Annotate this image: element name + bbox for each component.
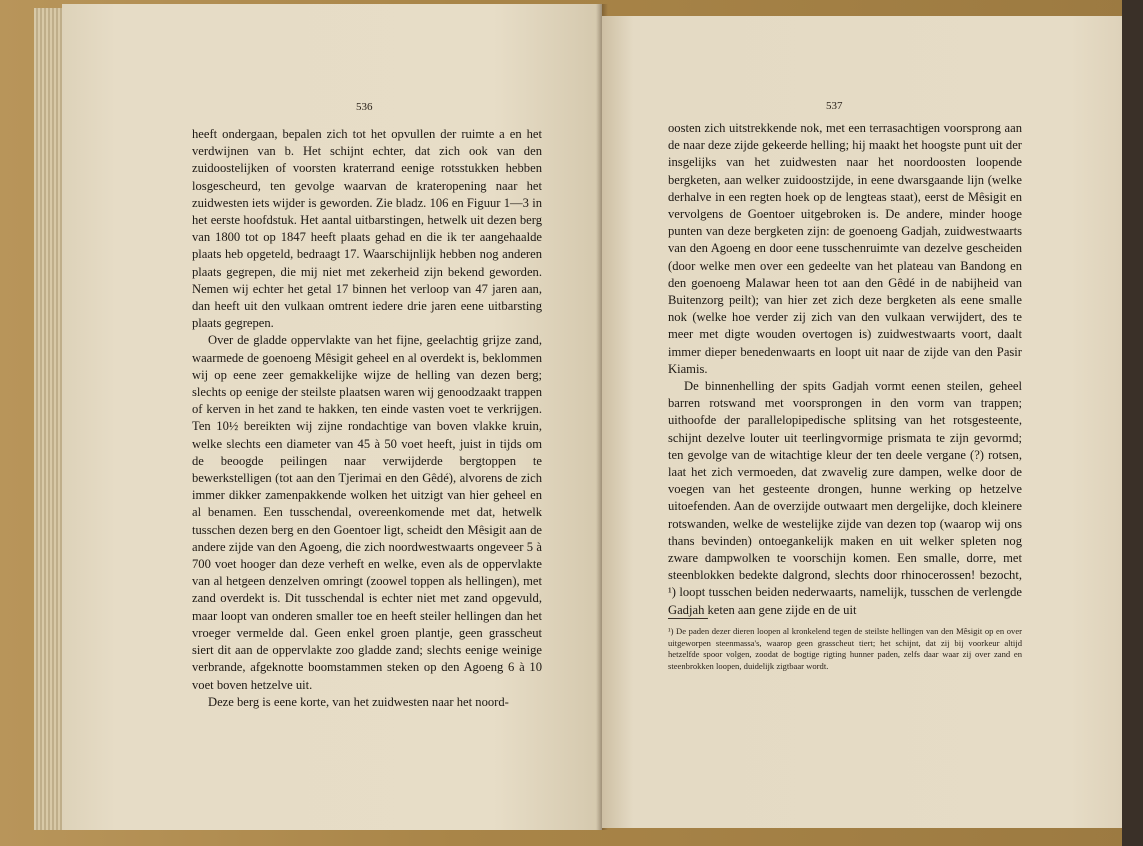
- paragraph: oosten zich uitstrekkende nok, met een terrasachtigen voorsprong aan de naar deze zijde gekeerde helling; hij maakt het hoogste punt uit der insgelijks van het zuidwesten naar het noordoosten loopende bergketen, aan welker zuidoostzijde, in eene dwarsgaande lijn (welke derhalve in een regten hoek op de lengteas staat), eerst de Mêsigit en vervolgens de Goentoer uitgebroken is. De andere, minder hooge punten van deze bergketen zijn: de goenoeng Gadjah, zuidwestwaarts van den Agoeng en door eene tusschenruimte van dezelve gescheiden (door welke men over een gedeelte van het plateau van Bandong en den goenoeng Malawar heen tot aan den Gêdé in de nabijheid van Buitenzorg peilt); van hier zet zich deze bergketen als eene smalle nok (welke hoe verder zij zich van den vulkaan verwijdert, des te meer met digte wouden overtogen is) zuidwestwaarts voort, daalt immer dieper benedenwaarts en loopt uit naar de zijde van den Pasir Kiamis.: [668, 121, 1022, 376]
- book-cover-edge: [1122, 0, 1143, 846]
- left-page-text: [192, 126, 542, 711]
- paragraph: heeft ondergaan, bepalen zich tot het opvullen der ruimte a en het verdwijnen van b. Het schijnt echter, dat zich ook van den zuidoostelijken of voorsten kraterrand eenige rotsstukken hebben losgescheurd, ten gevolge waarvan de krateropening naar het zuidwesten iets wijder is geworden. Zie bladz. 106 en Figuur 1—3 in het eerste hoofdstuk. Het aantal uitbarstingen, hetwelk uit dezen berg van 1800 tot op 1847 heeft plaats gehad en die ik ter aangehaalde plaats heb opgeteld, bedraagt 17. Waarschijnlijk hebben nog anderen plaats gegrepen, die mij niet met zekerheid zijn bekend geworden. Nemen wij echter het getal 17 binnen het verloop van 47 jaren aan, dan heeft uit den vulkaan omtrent iedere drie jaren eene uitbarsting plaats gegrepen.: [192, 127, 542, 331]
- footnote: ¹) De paden dezer dieren loopen al kronkelend tegen de steilste hellingen van den Mêsigit op en over uitgeworpen steenmassa's, waarop geen grasscheut tiert; het schijnt, dat zij bij voorkeur altijd hetzelfde spoor volgen, zoodat de bogtige rigting hunner paden, zelfs daar waar zij over zand en steenbrokken loopen, duidelijk zigtbaar wordt.: [668, 626, 1022, 671]
- paragraph: Deze berg is eene korte, van het zuidwesten naar het noord-: [208, 694, 509, 709]
- paragraph: Over de gladde oppervlakte van het fijne, geelachtig grijze zand, waarmede de goenoeng Mêsigit geheel en al overdekt is, beklommen wij op eene zeer gemakkelijke wijze de helling van dezen berg; slechts op eenige der steilste plaatsen waren wij genoodzaakt trappen of kerven in het zand te hakken, ten einde vasten voet te verkrijgen. Ten 10½ bereikten wij zijne rondachtige van boven vlakke kruin, welke slechts een diameter van 45 à 50 voet heeft, juist in tijds om de beoogde peilingen naar verwijderde bergtoppen te bewerkstelligen (tot aan den Tjerimai en den Gêdé), alvorens de zich immer dikker zamenpakkende wolken het uitzigt van hier geheel en al benamen. Een tusschendal, overeenkomende met dat, hetwelk tusschen dezen berg en den Goentoer ligt, scheidt den Mêsigit aan de andere zijde van den Agoeng, die zich noordwestwaarts ongeveer 5 à 700 voet hooger dan deze verheft en welke, even als de oppervlakte van al hetgeen denzelven omringt (zoowel toppen als hellingen), met zand overdekt is. Dit tusschendal is echter niet met zand opgevuld, maar loopt van onderen smaller toe en heeft steiler hellingen dan het vroeger vermelde dal. Geen enkel groen plantje, geen grasscheut siert dit aan de oppervlakte zoo gladde zand; slechts eenige weinige verbrande, afgeknotte boomstammen steken op den Agoeng 6 à 10 voet boven hetzelve uit.: [192, 333, 542, 692]
- paragraph: De binnenhelling der spits Gadjah vormt eenen steilen, geheel barren rotswand met voorsprongen in den vorm van trappen; uithoofde der parallelopipedische splitsing van het rotsgesteente, schijnt dezelve louter uit teerlingvormige prismata te zijn gevormd; ten gevolge van de witachtige kleur der ten deele vergane (?) rotsen, laat het zich vermoeden, dat zwavelig zure dampen, welke door de voegen van het gesteente drongen, hunne werking op hetzelve uitoefenden. Aan de overzijde outwaart men dergelijke, doch kleinere rotswanden, welke de westelijke zijde van dezen top (waarop wij ons thans bevinden) ontoegankelijk maken en uit welker spleten nog zware dampwolken te voorschijn komen. Een smalle, dorre, met steenblokken bedekte dalgrond, slechts door rhinocerossen! bezocht, ¹) loopt tusschen beiden nederwaarts, namelijk, tusschen de verlengde Gadjah keten aan gene zijde en de uit: [668, 379, 1022, 617]
- left-page: [62, 4, 602, 830]
- page-number-left: 536: [356, 101, 373, 113]
- right-page-text: [668, 120, 1022, 619]
- footnote-divider: [668, 618, 708, 619]
- page-number-right: 537: [826, 100, 843, 112]
- right-page: [602, 16, 1122, 828]
